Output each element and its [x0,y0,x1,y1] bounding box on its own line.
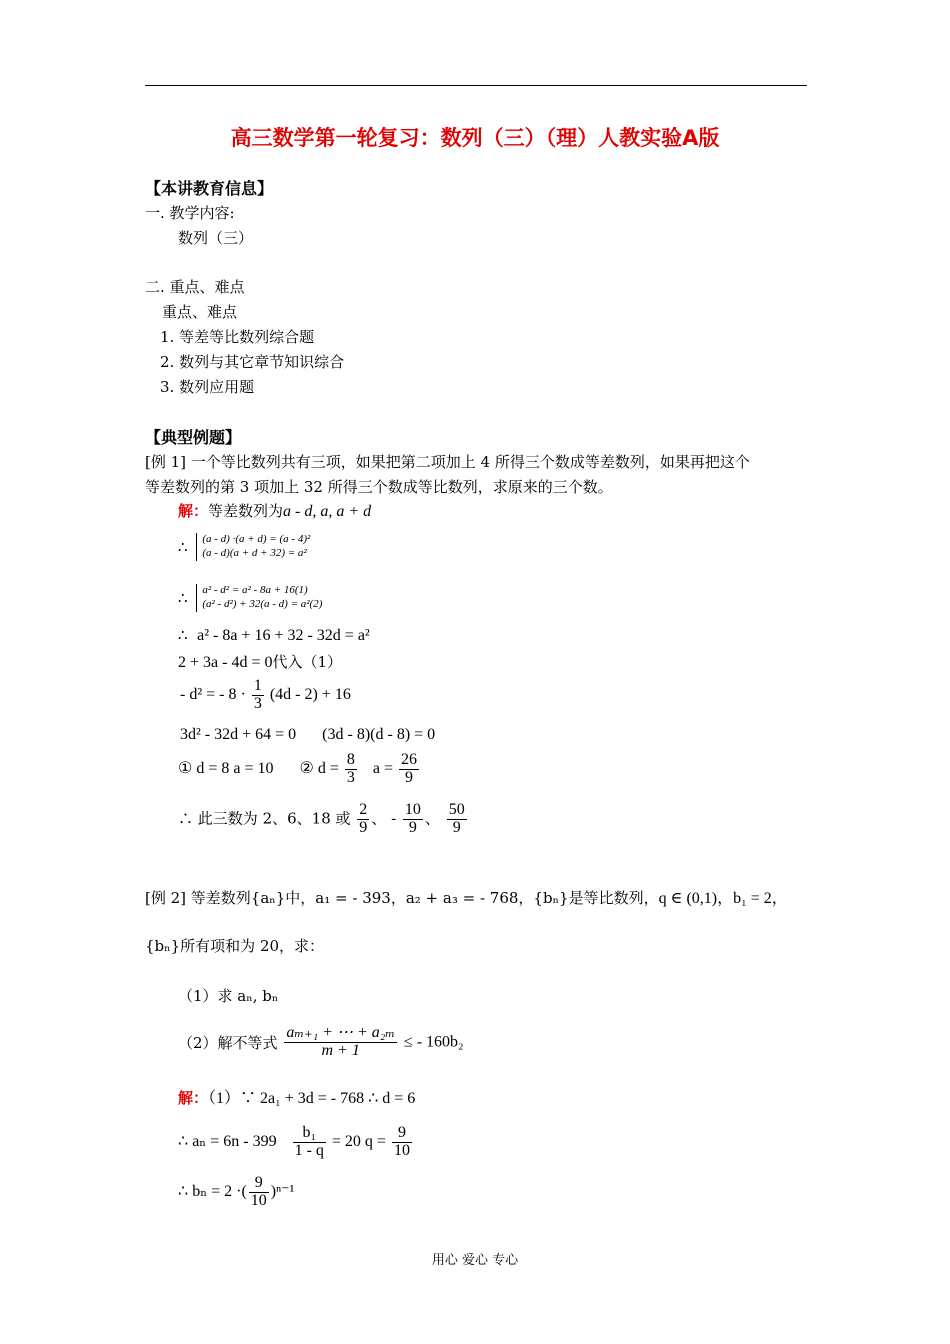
examples-heading: 【典型例题】 [145,428,242,447]
ex1-solution-start [178,500,371,521]
fraction [357,802,369,837]
denominator: 9 [405,768,413,786]
denominator: 9 [452,818,461,836]
equation: 3d² - 32d + 64 = 0 [180,726,297,743]
equation: aₙ = 6n - 399 [192,1132,277,1150]
therefore-symbol: ∴ [178,1132,189,1150]
key-item: 1. 等差等比数列综合题 [160,328,315,346]
key-item: 3. 数列应用题 [160,378,255,396]
system-row: a² - d² = a² - 8a + 16(1) [202,584,308,596]
equation-part: - d² = - 8 · [180,685,246,703]
ex2-step2 [178,1125,414,1160]
ex1-system2 [178,584,322,612]
ex1-s1-text: 等差数列为 [208,502,284,520]
fraction [392,1125,412,1160]
numerator: 1 [253,677,262,694]
numerator: 10 [404,801,421,818]
separator: 、 - [371,809,397,828]
numerator: 9 [249,1175,269,1193]
ex1-cases [178,752,421,787]
denominator: 3 [346,768,355,786]
denominator: 3 [253,694,262,712]
therefore-symbol: ∴ [178,537,188,556]
denominator: 9 [408,818,417,836]
ex2-question1: （1）求 aₙ, bₙ [178,987,279,1005]
ex2-solution-start [178,1085,415,1108]
equation-system [196,584,322,612]
equation: )ⁿ⁻¹ [270,1182,295,1200]
header-rule [145,85,807,86]
separator: 、 [424,809,440,828]
numerator: 2 [359,801,368,818]
equation: a² - 8a + 16 + 32 - 32d = a² [197,627,370,644]
ex1-system1 [178,533,310,561]
ex2-question2 [178,1025,464,1060]
equation: = 20 q = [331,1132,386,1150]
ex1-eq5 [180,678,351,713]
key-sub: 重点、难点 [162,303,238,321]
denominator: 10 [393,1141,410,1159]
inequality-right: ≤ - 160b₂ [403,1033,464,1051]
numerator: 50 [448,801,465,818]
ex2-step3 [178,1175,294,1210]
page-title: 高三数学第一轮复习：数列（三）（理）人教实验A版 [230,126,720,150]
question-text: （2）解不等式 [178,1033,278,1052]
system-row: (a - d)(a + d + 32) = a² [202,546,307,559]
ex1-s1-expr: a - d, a, a + d [283,503,372,520]
ex1-answer [178,802,469,837]
equation-system [196,533,310,561]
key-label: 二. 重点、难点 [145,278,245,296]
fraction [345,752,357,787]
denominator: m + 1 [321,1041,360,1059]
system-row: (a - d) ·(a + d) = (a - 4)² [202,533,311,545]
equation: （1）∵ 2a₁ + 3d = - 768 ∴ d = 6 [208,1090,416,1107]
denominator: 1 - q [294,1141,324,1159]
fraction [403,802,423,837]
solution-label: 解： [178,1089,209,1107]
equation-note: 代入（1） [272,653,343,671]
solution-label: 解： [178,502,209,520]
equation: bₙ = 2 ·( [192,1182,247,1200]
case-one: ① d = 8 a = 10 [178,759,274,777]
therefore-symbol: ∴ [178,809,194,828]
numerator: 26 [401,751,417,768]
numerator: 9 [392,1125,412,1143]
fraction [293,1125,326,1160]
therefore-symbol: ∴ [178,626,188,644]
equation: (3d - 8)(d - 8) = 0 [322,726,436,743]
content-label: 一. 教学内容: [145,204,235,222]
fraction [447,802,467,837]
numerator: b₁ [293,1125,326,1143]
ex1-line2: 等差数列的第 3 项加上 32 所得三个数成等比数列，求原来的三个数。 [145,478,613,496]
fraction [284,1025,397,1060]
ex2-text: [例 2] 等差数列{aₙ}中，a₁ = - 393，a₂ + a₃ = - 768，{bₙ}是等比数列， [145,889,659,907]
ex2-condition: q ∈ (0,1)，b₁ = 2， [658,890,788,907]
numerator: aₘ₊₁ + ⋯ + a₂ₘ [286,1024,396,1041]
ex2-line2: {bₙ}所有项和为 20，求： [145,937,325,955]
ex1-line1: [例 1] 一个等比数列共有三项，如果把第二项加上 4 所得三个数成等差数列，如果再把这个 [145,453,750,471]
answer-text: 此三数为 2、6、18 或 [197,809,351,828]
ex1-eq4 [178,651,342,672]
numerator: 8 [346,751,355,768]
system-row: (a² - d²) + 32(a - d) = a²(2) [202,597,323,610]
ex1-eq3 [178,626,370,645]
content-item: 数列（三） [178,229,254,247]
page-footer: 用心 爱心 专心 [431,1253,519,1268]
ex1-eq6 [180,726,435,744]
therefore-symbol: ∴ [178,1182,189,1200]
equation-part: (4d - 2) + 16 [269,685,351,703]
ex2-line1 [145,885,788,908]
fraction [399,752,419,787]
info-heading: 【本讲教育信息】 [145,179,274,198]
equation: 2 + 3a - 4d = 0 [178,654,273,671]
denominator: 9 [359,818,368,836]
denominator: 10 [250,1191,267,1209]
fraction [249,1175,269,1210]
key-item: 2. 数列与其它章节知识综合 [160,353,345,371]
case-two-a: a = [372,759,393,777]
therefore-symbol: ∴ [178,588,188,607]
case-two: ② d = [299,759,339,777]
fraction [252,678,264,713]
